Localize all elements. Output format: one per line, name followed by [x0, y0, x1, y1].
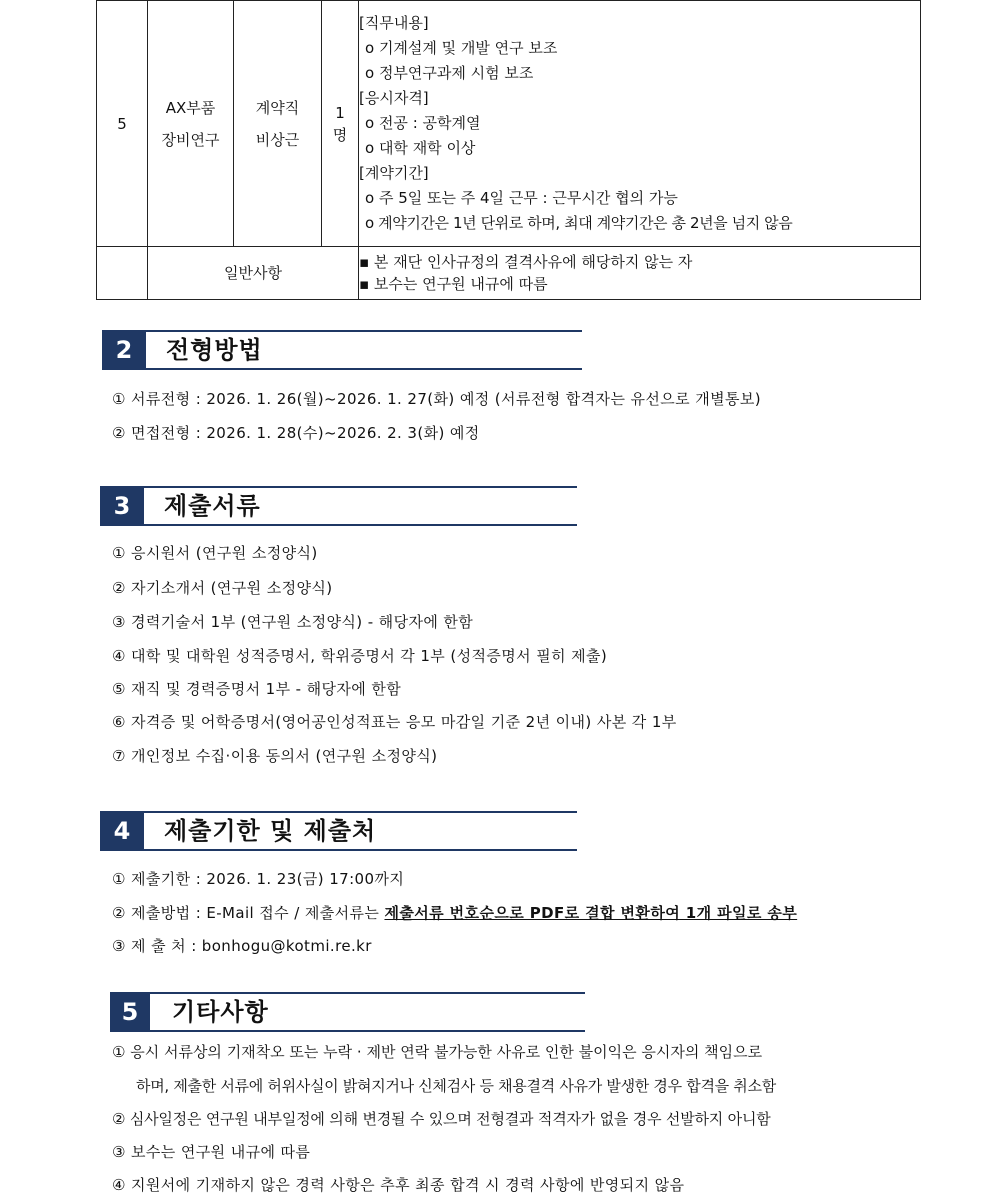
- general-label: 일반사항: [148, 247, 359, 300]
- section-title: 제출서류: [164, 492, 261, 520]
- detail-cell: [359, 1, 921, 247]
- section-header: [100, 486, 577, 526]
- count-line: 1: [335, 103, 345, 122]
- submission-method-text: ② 제출방법 : E-Mail 접수 / 제출서류는: [112, 904, 385, 922]
- headcount-cell: [322, 1, 359, 247]
- list-item: ③ 보수는 연구원 내규에 따름: [112, 1143, 311, 1161]
- list-item: ⑦ 개인정보 수집·이용 동의서 (연구원 소정양식): [112, 747, 438, 765]
- general-item: ▪ 본 재단 인사규정의 결격사유에 해당하지 않는 자: [359, 253, 693, 271]
- duty-header: [직무내용]: [359, 14, 429, 32]
- qualification-header: [응시자격]: [359, 89, 429, 107]
- contract-header: [계약기간]: [359, 164, 429, 182]
- list-item: ④ 지원서에 기재하지 않은 경력 사항은 추후 최종 합격 시 경력 사항에 반영되지 않음: [112, 1176, 685, 1194]
- section-title: 기타사항: [172, 998, 269, 1026]
- list-item: ④ 대학 및 대학원 성적증명서, 학위증명서 각 1부 (성적증명서 필히 제출): [112, 647, 608, 665]
- employment-type-cell: [234, 1, 322, 247]
- list-item: ① 서류전형 : 2026. 1. 26(월)~2026. 1. 27(화) 예정 (서류전형 합격자는 유선으로 개별통보): [112, 390, 762, 408]
- list-item-continuation: 하며, 제출한 서류에 허위사실이 밝혀지거나 신체검사 등 채용결격 사유가 발생한 경우 합격을 취소함: [136, 1077, 776, 1095]
- section-number: 2: [102, 330, 146, 370]
- qualification-item: o 대학 재학 이상: [365, 139, 476, 157]
- list-item: ③ 제 출 처 : bonhogu@kotmi.re.kr: [112, 937, 372, 955]
- general-item: ▪ 보수는 연구원 내규에 따름: [359, 275, 548, 293]
- section-header: [110, 992, 585, 1032]
- list-item: ① 제출기한 : 2026. 1. 23(금) 17:00까지: [112, 870, 405, 888]
- section-title: 전형방법: [166, 336, 263, 364]
- list-item: [112, 902, 797, 923]
- list-item: ⑤ 재직 및 경력증명서 1부 - 해당자에 한함: [112, 680, 402, 698]
- recruitment-table: [96, 0, 921, 300]
- section-title: 제출기한 및 제출처: [164, 817, 377, 845]
- table-row: [97, 1, 921, 247]
- field-cell: [148, 1, 234, 247]
- empty-cell: [97, 247, 148, 300]
- count-line: 명: [332, 125, 348, 144]
- submission-emphasis: 제출서류 번호순으로 PDF로 결합 변환하여 1개 파일로 송부: [384, 904, 798, 922]
- section-number: 3: [100, 486, 144, 526]
- section-number: 4: [100, 811, 144, 851]
- list-item: ② 자기소개서 (연구원 소정양식): [112, 579, 333, 597]
- list-item: ② 심사일정은 연구원 내부일정에 의해 변경될 수 있으며 전형결과 적격자가 없을 경우 선발하지 아니함: [112, 1110, 771, 1128]
- section-header: [102, 330, 582, 370]
- type-line: 비상근: [255, 130, 300, 149]
- list-item: ⑥ 자격증 및 어학증명서(영어공인성적표는 응모 마감일 기준 2년 이내) 사본 각 1부: [112, 713, 677, 731]
- list-item: ① 응시원서 (연구원 소정양식): [112, 544, 318, 562]
- duty-item: o 기계설계 및 개발 연구 보조: [365, 39, 558, 57]
- table-row: [97, 247, 921, 300]
- row-number: 5: [97, 1, 148, 247]
- field-line: AX부품: [165, 98, 216, 117]
- type-line: 계약직: [255, 98, 300, 117]
- section-number: 5: [110, 992, 150, 1032]
- list-item: ② 면접전형 : 2026. 1. 28(수)~2026. 2. 3(화) 예정: [112, 424, 480, 442]
- contract-item: o 주 5일 또는 주 4일 근무 : 근무시간 협의 가능: [365, 189, 678, 207]
- contract-item: o 계약기간은 1년 단위로 하며, 최대 계약기간은 총 2년을 넘지 않음: [365, 214, 793, 232]
- qualification-item: o 전공 : 공학계열: [365, 114, 481, 132]
- field-line: 장비연구: [161, 130, 220, 149]
- section-header: [100, 811, 577, 851]
- list-item: ③ 경력기술서 1부 (연구원 소정양식) - 해당자에 한함: [112, 613, 474, 631]
- duty-item: o 정부연구과제 시험 보조: [365, 64, 534, 82]
- list-item: ① 응시 서류상의 기재착오 또는 누락 · 제반 연락 불가능한 사유로 인한 불이익은 응시자의 책임으로: [112, 1043, 763, 1061]
- general-cell: [359, 247, 921, 300]
